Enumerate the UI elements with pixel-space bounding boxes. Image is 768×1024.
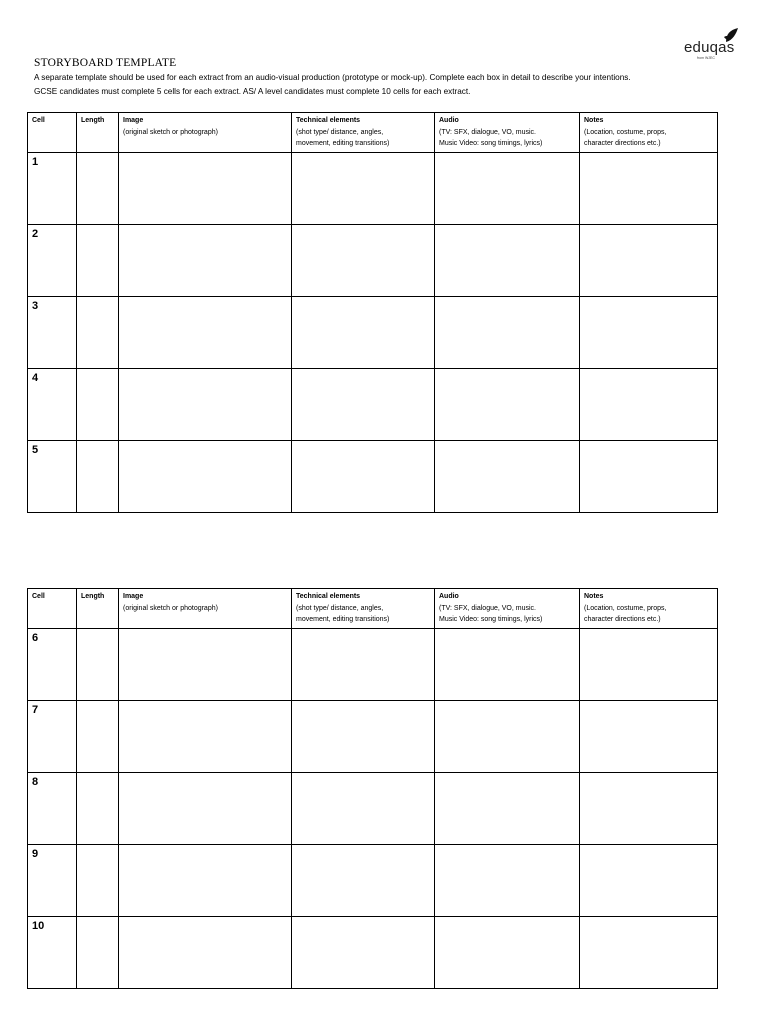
image-field[interactable] (119, 773, 292, 845)
notes-field[interactable] (580, 225, 718, 297)
technical-field[interactable] (292, 369, 435, 441)
cell-number: 6 (28, 629, 77, 701)
header-audio: Audio (TV: SFX, dialogue, VO, music. Music Video: song timings, lyrics) (435, 113, 580, 153)
header-notes: Notes (Location, costume, props, character directions etc.) (580, 113, 718, 153)
technical-field[interactable] (292, 917, 435, 989)
table-row (28, 917, 718, 989)
image-field[interactable] (119, 917, 292, 989)
audio-field[interactable] (435, 773, 580, 845)
cell-number: 7 (28, 701, 77, 773)
technical-field[interactable] (292, 297, 435, 369)
header-technical: Technical elements (shot type/ distance, angles, movement, editing transitions) (292, 589, 435, 629)
header-length: Length (77, 113, 119, 153)
image-field[interactable] (119, 845, 292, 917)
notes-field[interactable] (580, 153, 718, 225)
length-field[interactable] (77, 701, 119, 773)
length-field[interactable] (77, 441, 119, 513)
cell-number: 10 (28, 917, 77, 989)
length-field[interactable] (77, 917, 119, 989)
image-field[interactable] (119, 225, 292, 297)
cell-number: 1 (28, 153, 77, 225)
instructions-line-2: GCSE candidates must complete 5 cells for each extract. AS/ A level candidates must complete 10 cells for each extract. (34, 87, 471, 96)
length-field[interactable] (77, 369, 119, 441)
image-field[interactable] (119, 369, 292, 441)
table-row (28, 153, 718, 225)
document-title: STORYBOARD TEMPLATE (34, 57, 177, 69)
logo-tagline: from WJEC (697, 56, 715, 60)
audio-field[interactable] (435, 701, 580, 773)
table-row (28, 773, 718, 845)
header-row (28, 113, 718, 153)
header-length: Length (77, 589, 119, 629)
technical-field[interactable] (292, 773, 435, 845)
length-field[interactable] (77, 773, 119, 845)
instructions-line-1: A separate template should be used for each extract from an audio-visual production (prototype or mock-up). Complete each box in detail to describe your intentions. (34, 73, 631, 82)
header-image: Image (original sketch or photograph) (119, 113, 292, 153)
technical-field[interactable] (292, 701, 435, 773)
technical-field[interactable] (292, 845, 435, 917)
audio-field[interactable] (435, 369, 580, 441)
audio-field[interactable] (435, 225, 580, 297)
image-field[interactable] (119, 441, 292, 513)
audio-field[interactable] (435, 153, 580, 225)
technical-field[interactable] (292, 225, 435, 297)
notes-field[interactable] (580, 369, 718, 441)
image-field[interactable] (119, 297, 292, 369)
technical-field[interactable] (292, 153, 435, 225)
notes-field[interactable] (580, 917, 718, 989)
header-row (28, 589, 718, 629)
length-field[interactable] (77, 225, 119, 297)
table-row (28, 225, 718, 297)
length-field[interactable] (77, 845, 119, 917)
table-row (28, 629, 718, 701)
header-technical: Technical elements (shot type/ distance, angles, movement, editing transitions) (292, 113, 435, 153)
notes-field[interactable] (580, 297, 718, 369)
audio-field[interactable] (435, 917, 580, 989)
cell-number: 8 (28, 773, 77, 845)
table-row (28, 845, 718, 917)
audio-field[interactable] (435, 629, 580, 701)
storyboard-table-2 (27, 588, 718, 989)
table-row (28, 297, 718, 369)
notes-field[interactable] (580, 701, 718, 773)
length-field[interactable] (77, 297, 119, 369)
header-image: Image (original sketch or photograph) (119, 589, 292, 629)
logo-wordmark: eduqas (684, 39, 735, 56)
image-field[interactable] (119, 153, 292, 225)
notes-field[interactable] (580, 441, 718, 513)
image-field[interactable] (119, 701, 292, 773)
header-cell: Cell (28, 589, 77, 629)
table-row (28, 369, 718, 441)
table-row (28, 701, 718, 773)
length-field[interactable] (77, 153, 119, 225)
header-cell: Cell (28, 113, 77, 153)
notes-field[interactable] (580, 773, 718, 845)
header-notes: Notes (Location, costume, props, character directions etc.) (580, 589, 718, 629)
header-audio: Audio (TV: SFX, dialogue, VO, music. Music Video: song timings, lyrics) (435, 589, 580, 629)
instructions (34, 71, 631, 99)
length-field[interactable] (77, 629, 119, 701)
notes-field[interactable] (580, 629, 718, 701)
image-field[interactable] (119, 629, 292, 701)
cell-number: 4 (28, 369, 77, 441)
eduqas-logo (684, 28, 738, 62)
audio-field[interactable] (435, 845, 580, 917)
audio-field[interactable] (435, 297, 580, 369)
audio-field[interactable] (435, 441, 580, 513)
table-row (28, 441, 718, 513)
cell-number: 3 (28, 297, 77, 369)
technical-field[interactable] (292, 629, 435, 701)
cell-number: 9 (28, 845, 77, 917)
cell-number: 2 (28, 225, 77, 297)
cell-number: 5 (28, 441, 77, 513)
technical-field[interactable] (292, 441, 435, 513)
storyboard-table-1 (27, 112, 718, 513)
notes-field[interactable] (580, 845, 718, 917)
